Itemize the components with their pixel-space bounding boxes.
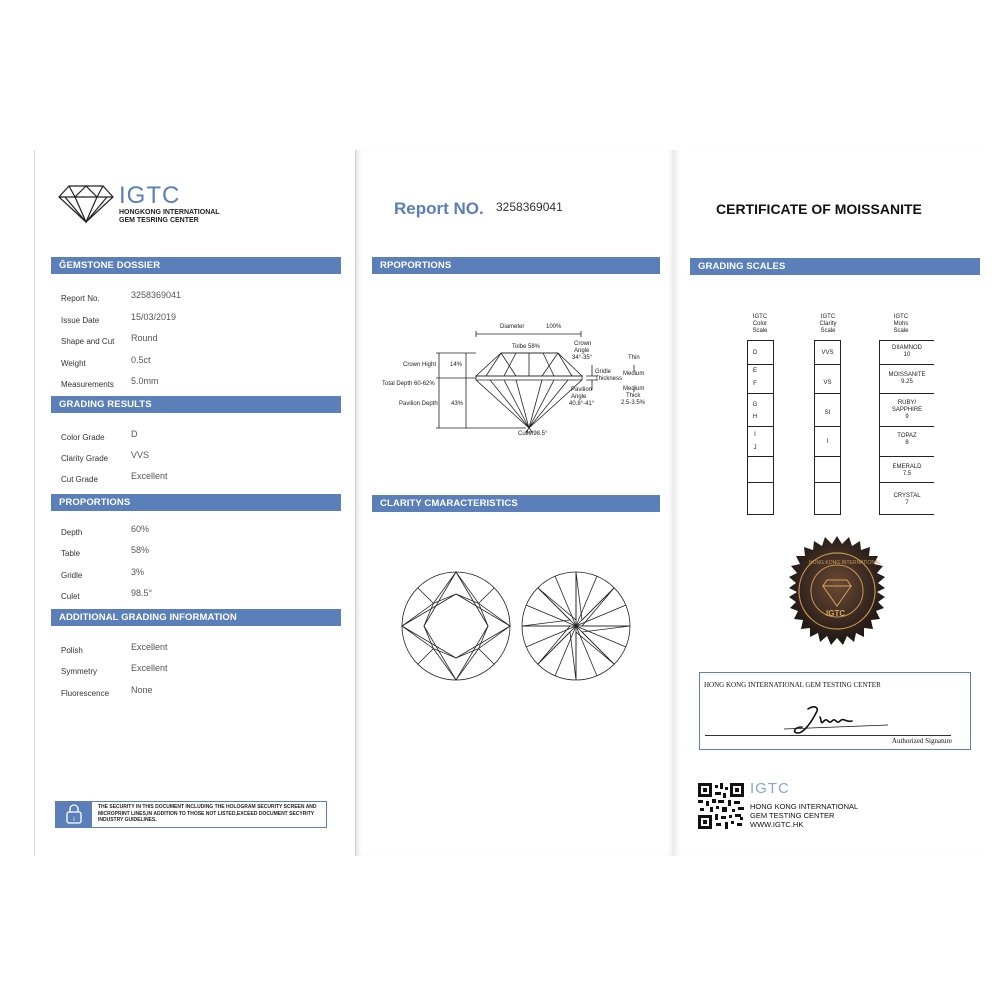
row-value: None: [131, 685, 153, 695]
signature-line: [705, 735, 951, 736]
row-label: Color Grade: [61, 433, 105, 442]
mohs-scale-header: [885, 314, 917, 335]
certificate-title: CERTIFICATE OF MOISSANITE: [716, 201, 922, 217]
security-lock-badge: [56, 802, 92, 827]
seal-center-text: IGTC: [826, 609, 846, 618]
header-line: IGTC: [752, 314, 768, 320]
scale-divider: [880, 514, 934, 515]
mohs-value: 8: [905, 440, 909, 446]
crown-angle-2: Angle: [574, 348, 590, 354]
scale-divider: [748, 340, 773, 341]
row-value: D: [131, 429, 138, 439]
row-label: Issue Date: [61, 316, 100, 325]
signature-icon: [780, 703, 890, 739]
mohs-name: TOPAZ: [897, 433, 917, 439]
diamond-bottom-view-icon: [520, 570, 632, 682]
row-label: Report No.: [61, 294, 100, 303]
color-scale-header: [744, 314, 776, 335]
row-label: Symmetry: [61, 667, 97, 676]
row-value: Excellent: [131, 642, 168, 652]
svg-text:i: i: [73, 817, 75, 823]
scale-divider: [748, 456, 773, 457]
proportions-panel: [355, 150, 675, 856]
mohs-name: RUBY/ SAPPHIRE: [891, 400, 923, 413]
signature-box: [699, 672, 971, 750]
header-line: Color: [752, 321, 768, 327]
pavilion-angle-2: Angle: [571, 394, 587, 400]
brand-line2: GEM TESRING CENTER: [119, 217, 199, 224]
mohs-name: EMERALD: [892, 464, 922, 470]
header-line: Scale: [752, 328, 768, 334]
seal-icon: [779, 534, 895, 650]
color-grade: F: [753, 381, 757, 387]
scale-divider: [815, 364, 840, 365]
color-grade: H: [752, 414, 758, 420]
row-value: Round: [131, 333, 158, 343]
crown-angle-3: 34°-35°: [572, 355, 593, 361]
header-line: Clarity: [819, 321, 837, 327]
clarity-scale-column: [814, 340, 841, 515]
row-value: 5.0mm: [131, 376, 159, 386]
scale-divider: [748, 364, 773, 365]
medium-label: Medium: [623, 371, 645, 377]
row-label: Clarity Grade: [61, 454, 109, 463]
mohs-value: 9: [905, 414, 909, 420]
mohs-scale-column: [879, 340, 934, 515]
row-value: Excellent: [131, 663, 168, 673]
header-line: IGTC: [893, 314, 909, 320]
scale-divider: [815, 393, 840, 394]
mohs-item: [880, 493, 934, 507]
culet-label: Cullet98.5°: [518, 431, 548, 437]
signature-box-title: HONG KONG INTERNATIONAL GEM TESTING CENTER: [704, 681, 881, 689]
mohs-item: [880, 372, 934, 386]
clarity-grade: I: [826, 439, 829, 445]
diamond-top-view-icon: [400, 570, 512, 682]
scale-divider: [815, 514, 840, 515]
proportions-diagram-heading: RPOPORTIONS: [372, 257, 660, 274]
color-grade: I: [754, 432, 756, 438]
header-line: Scale: [893, 328, 909, 334]
proportions-heading: PROPORTIONS: [51, 494, 341, 511]
mohs-value: 7.5: [902, 471, 912, 477]
scale-divider: [748, 393, 773, 394]
report-label: Report NO.: [394, 199, 484, 218]
pavilion-angle-1: Pavilion: [571, 387, 593, 393]
mohs-item: [880, 433, 934, 447]
row-label: Weight: [61, 359, 86, 368]
row-label: Shape and Cut: [61, 337, 115, 346]
diameter-pct: 100%: [546, 324, 562, 330]
scale-divider: [815, 426, 840, 427]
color-scale-column: [747, 340, 774, 515]
row-value: 15/03/2019: [131, 312, 177, 322]
row-value: 3%: [131, 567, 145, 577]
crown-height-label: Crown Hight: [403, 362, 437, 368]
mohs-name: CRYSTAL: [893, 493, 921, 499]
mohs-value: 9.25: [901, 379, 913, 385]
signature-label: Authorized Signature: [891, 737, 952, 745]
hologram-seal: [779, 534, 895, 650]
brand-line1: HONGKONG INTERNATIONAL: [119, 209, 220, 216]
row-value: 58%: [131, 545, 150, 555]
scale-divider: [815, 456, 840, 457]
scale-divider: [880, 364, 934, 365]
proportion-diagram: [366, 320, 666, 440]
table-label: Tolbe 58%: [512, 344, 541, 350]
dossier-panel: [34, 150, 355, 856]
row-value: 60%: [131, 524, 150, 534]
medium-thick-2: Thick: [626, 393, 641, 399]
row-label: Cut Grade: [61, 475, 98, 484]
security-notice-text: THE SECURITY IN THIS DOCUMENT INCLUDING THE HOLOGRAM SECURITY SCREEN AND MICROPRINT LINES,IN ADDITION TO THOSE NOT LISTED,EXCEED DOCUMENT SECYRITY INDUSTRY GUIDELINES.: [98, 804, 317, 823]
medium-thick-3: 2.5-3.5%: [621, 400, 646, 406]
crown-height-pct: 14%: [450, 362, 463, 368]
row-value: Excellent: [131, 471, 168, 481]
header-line: Mohs: [893, 321, 909, 327]
diamond-logo-icon: [57, 184, 115, 224]
scale-divider: [880, 426, 934, 427]
clarity-grade: VVS: [821, 350, 834, 356]
footer-line: GEM TESTING CENTER: [750, 811, 835, 820]
clarity-grade: VS: [823, 380, 832, 386]
mohs-name: MOISSANITE: [888, 372, 926, 378]
pavilion-depth-pct: 43%: [451, 401, 464, 407]
security-notice: [55, 801, 327, 828]
color-grade: J: [753, 445, 757, 451]
row-label: Gridle: [61, 571, 83, 580]
total-depth-label: Total Depth 60-62%: [382, 381, 435, 387]
pavilion-angle-3: 40.8°-41°: [569, 401, 595, 407]
clarity-grade: SI: [824, 410, 831, 416]
scale-divider: [748, 482, 773, 483]
lock-icon: [56, 802, 92, 827]
additional-grading-heading: ADDITIONAL GRADING INFORMATION: [51, 609, 341, 626]
mohs-item: [880, 464, 934, 478]
scale-divider: [880, 456, 934, 457]
color-grade: G: [752, 402, 758, 408]
seal-ring-text: HONG KONG INTERNATIONAL: [809, 560, 882, 566]
row-value: 0.5ct: [131, 355, 151, 365]
girdle-thickness-1: Gridle: [595, 369, 612, 375]
scale-divider: [815, 340, 840, 341]
footer-line: HONG KONG INTERNATIONAL: [750, 802, 859, 811]
color-grade: E: [752, 368, 757, 374]
grading-scales-panel: [674, 150, 988, 856]
scale-divider: [748, 514, 773, 515]
row-label: Table: [61, 549, 81, 558]
mohs-value: 10: [903, 352, 911, 358]
color-grade: D: [752, 350, 758, 356]
footer-brand: IGTC: [750, 780, 790, 797]
row-label: Measurements: [61, 380, 114, 389]
mohs-value: 7: [905, 500, 909, 506]
row-value: VVS: [131, 450, 150, 460]
pavilion-depth-label: Pavilion Depth: [399, 401, 438, 407]
scale-divider: [880, 393, 934, 394]
crown-angle-1: Crown: [574, 341, 592, 347]
report-number: 3258369041: [496, 200, 563, 214]
girdle-thickness-2: Thickness: [595, 376, 623, 382]
header-line: IGTC: [820, 314, 836, 320]
mohs-item: [880, 345, 934, 359]
diameter-label: Diameter: [500, 324, 525, 330]
row-label: Culet: [61, 592, 80, 601]
mohs-name: DIIAMNOD: [892, 345, 922, 351]
scale-divider: [748, 426, 773, 427]
row-label: Depth: [61, 528, 83, 537]
grading-scales-heading: GRADING SCALES: [690, 258, 980, 275]
scale-divider: [880, 340, 934, 341]
gemstone-dossier-heading: ĞEMSTONE DOSSIER: [51, 257, 341, 274]
scale-divider: [815, 482, 840, 483]
clarity-scale-header: [812, 314, 844, 335]
qr-code-icon: [698, 783, 744, 829]
mohs-item: [880, 400, 934, 421]
grading-results-heading: GRADING RESULTS: [51, 396, 341, 413]
scale-divider: [880, 482, 934, 483]
medium-thick-1: Medium: [623, 386, 645, 392]
brand-name: IGTC: [119, 182, 181, 209]
row-label: Fluorescence: [61, 689, 110, 698]
clarity-characteristics-heading: CLARITY CMARACTERISTICS: [372, 495, 660, 512]
row-value: 3258369041: [131, 290, 182, 300]
thin-label: Thin: [628, 355, 640, 361]
row-label: Polish: [61, 646, 83, 655]
row-value: 98.5°: [131, 588, 153, 598]
header-line: Scale: [820, 328, 836, 334]
footer-line: WWW.IGTC.HK: [750, 820, 804, 829]
